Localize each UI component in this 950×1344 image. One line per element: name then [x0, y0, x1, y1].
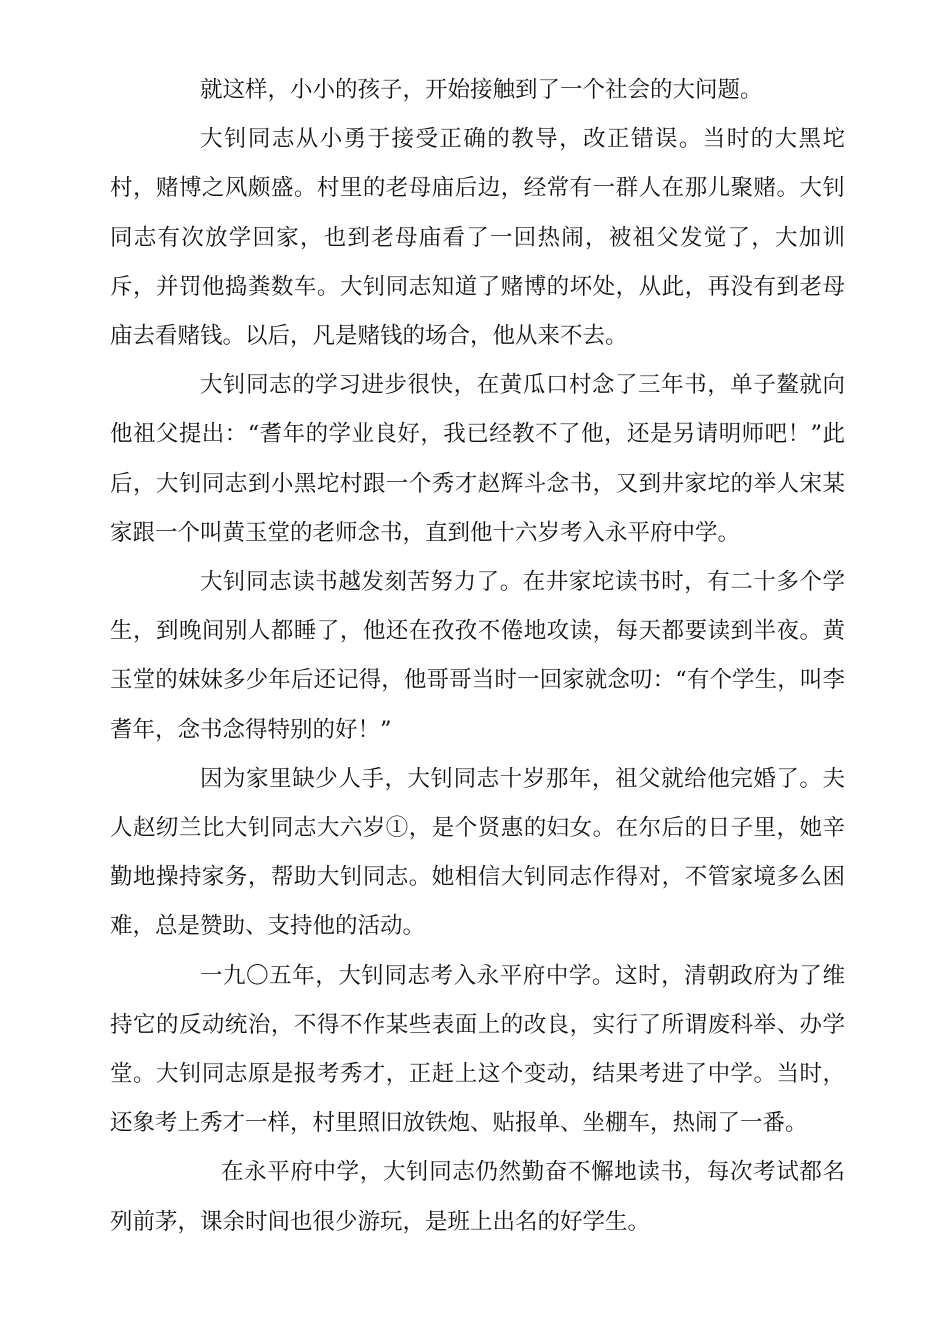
paragraph-3: 大钊同志的学习进步很快，在黄瓜口村念了三年书，单子鳌就向他祖父提出：“耆年的学业良好，我已经教不了他，还是另请明师吧！”此后，大钊同志到小黑坨村跟一个秀才赵辉斗念书，又到井家坨的举人宋某家跟一个叫黄玉堂的老师念书，直到他十六岁考入永平府中学。	[110, 372, 845, 546]
paragraph-6: 一九〇五年，大钊同志考入永平府中学。这时，清朝政府为了维持它的反动统治，不得不作某些表面上的改良，实行了所谓废科举、办学堂。大钊同志原是报考秀才，正赶上这个变动，结果考进了中学。当时，还象考上秀才一样，村里照旧放铁炮、贴报单、坐棚车，热闹了一番。	[110, 962, 845, 1137]
paragraph-7: 在永平府中学，大钊同志仍然勤奋不懈地读书，每次考试都名列前茅，课余时间也很少游玩，是班上出名的好学生。	[110, 1159, 845, 1235]
paragraph-1: 就这样，小小的孩子，开始接触到了一个社会的大问题。	[200, 77, 763, 103]
body-text	[110, 66, 845, 1247]
paragraph-2: 大钊同志从小勇于接受正确的教导，改正错误。当时的大黑坨村，赌博之风颇盛。村里的老母庙后边，经常有一群人在那儿聚赌。大钊同志有次放学回家，也到老母庙看了一回热闹，被祖父发觉了，大加训斥，并罚他捣粪数车。大钊同志知道了赌博的坏处，从此，再没有到老母庙去看赌钱。以后，凡是赌钱的场合，他从来不去。	[110, 126, 845, 350]
paragraph-5: 因为家里缺少人手，大钊同志十岁那年，祖父就给他完婚了。夫人赵纫兰比大钊同志大六岁①，是个贤惠的妇女。在尔后的日子里，她辛勤地操持家务，帮助大钊同志。她相信大钊同志作得对，不管家境多么困难，总是赞助、支持他的活动。	[110, 765, 845, 940]
paragraph-4: 大钊同志读书越发刻苦努力了。在井家坨读书时，有二十多个学生，到晚间别人都睡了，他还在孜孜不倦地攻读，每天都要读到半夜。黄玉堂的妹妹多少年后还记得，他哥哥当时一回家就念叨：“有个学生，叫李耆年，念书念得特别的好！”	[110, 569, 845, 743]
